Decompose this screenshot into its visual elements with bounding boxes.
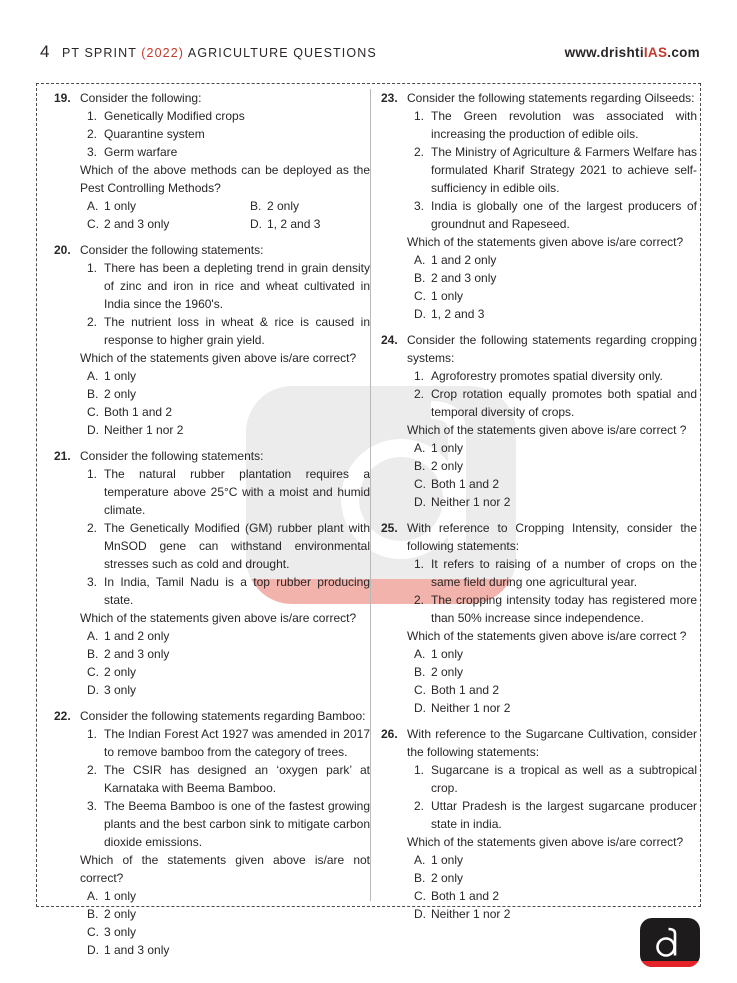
option-item [80, 403, 370, 421]
question-stem: Which of the above methods can be deployed as the Pest Controlling Methods? [80, 163, 370, 195]
option-text: Both 1 and 2 [431, 683, 500, 697]
option-text: 1 and 2 only [104, 629, 170, 643]
option-item [407, 287, 697, 305]
option-item [407, 905, 697, 923]
question-stem: Which of the statements given above is/are correct ? [407, 423, 687, 437]
option-text: 2 only [431, 665, 464, 679]
statement-item [80, 125, 370, 143]
statement-text: In India, Tamil Nadu is a top rubber producing state. [104, 575, 370, 607]
option-text: Neither 1 nor 2 [431, 907, 511, 921]
statement-number: 1. [87, 467, 98, 481]
statement-text: The Beema Bamboo is one of the fastest growing plants and the best carbon sink to mitigate carbon dioxide emissions. [104, 799, 370, 849]
question-number: 22. [54, 709, 71, 723]
option-text: Both 1 and 2 [104, 405, 173, 419]
statement-item [80, 761, 370, 797]
question-24 [381, 331, 697, 511]
option-letter: C. [414, 289, 426, 303]
option-text: 2 and 3 only [431, 271, 497, 285]
statement-text: It refers to raising of a number of crops on the same field during one agricultural year. [431, 557, 697, 589]
statement-item [80, 797, 370, 851]
content-frame [36, 83, 701, 957]
questions-column-left [54, 89, 370, 967]
question-body [407, 725, 697, 923]
option-item [80, 627, 370, 645]
option-item [407, 251, 697, 269]
document-title [62, 46, 377, 60]
option-item [80, 663, 370, 681]
question-20 [54, 241, 370, 439]
option-letter: A. [87, 199, 99, 213]
question-stem: Which of the statements given above is/are correct? [80, 611, 357, 625]
option-item [407, 493, 697, 511]
statement-text: Uttar Pradesh is the largest sugarcane producer state in india. [431, 799, 697, 831]
question-intro: Consider the following statements: [80, 449, 264, 463]
option-text: 2 and 3 only [104, 647, 170, 661]
option-text: 2 only [104, 907, 137, 921]
option-letter: C. [414, 889, 426, 903]
option-letter: A. [414, 647, 426, 661]
statement-number: 1. [414, 557, 425, 571]
option-item [87, 197, 250, 215]
option-letter: D. [250, 217, 262, 231]
option-item [407, 457, 697, 475]
option-letter: D. [87, 423, 99, 437]
option-letter: A. [87, 369, 99, 383]
question-body [80, 707, 370, 959]
statement-item [80, 107, 370, 125]
option-letter: D. [87, 943, 99, 957]
statement-item [407, 761, 697, 797]
question-body [407, 89, 697, 323]
statement-number: 2. [414, 145, 425, 159]
statement-number: 3. [87, 799, 98, 813]
question-number: 21. [54, 449, 71, 463]
option-item [407, 887, 697, 905]
option-text: 1 only [104, 199, 137, 213]
statement-item [80, 465, 370, 519]
question-21 [54, 447, 370, 699]
statement-item [407, 367, 697, 385]
option-text: 1, 2 and 3 [431, 307, 485, 321]
option-letter: B. [414, 271, 426, 285]
question-intro: Consider the following statements: [80, 243, 264, 257]
question-19 [54, 89, 370, 233]
site-accent: IAS [643, 45, 668, 60]
option-text: 1 only [104, 889, 137, 903]
question-body [80, 89, 370, 233]
option-text: 3 only [104, 925, 137, 939]
question-intro: Consider the following statements regarding Bamboo: [80, 709, 366, 723]
option-text: 2 and 3 only [104, 217, 170, 231]
option-text: Both 1 and 2 [431, 889, 500, 903]
statement-text: Genetically Modified crops [104, 109, 245, 123]
statement-number: 2. [87, 521, 98, 535]
option-letter: B. [414, 459, 426, 473]
question-number: 25. [381, 521, 398, 535]
statement-text: Germ warfare [104, 145, 178, 159]
statement-item [80, 519, 370, 573]
question-number: 26. [381, 727, 398, 741]
option-letter: B. [414, 871, 426, 885]
option-item [80, 887, 370, 905]
option-letter: C. [87, 665, 99, 679]
option-item [250, 197, 370, 215]
statement-item [407, 107, 697, 143]
statement-number: 2. [414, 593, 425, 607]
option-letter: B. [87, 387, 99, 401]
statement-text: Crop rotation equally promotes both spatial and temporal diversity of crops. [431, 387, 697, 419]
question-26 [381, 725, 697, 923]
question-intro: With reference to the Sugarcane Cultivation, consider the following statements: [407, 727, 697, 759]
option-text: 2 only [104, 665, 137, 679]
statement-text: Quarantine system [104, 127, 205, 141]
question-body [80, 241, 370, 439]
option-letter: A. [87, 629, 99, 643]
option-text: 2 only [104, 387, 137, 401]
site-prefix: www.drishti [564, 45, 644, 60]
option-letter: C. [414, 683, 426, 697]
statement-text: The Indian Forest Act 1927 was amended in 2017 to remove bamboo from the category of trees. [104, 727, 370, 759]
title-year: (2022) [141, 46, 185, 60]
option-letter: B. [87, 647, 99, 661]
statement-item [407, 591, 697, 627]
question-25 [381, 519, 697, 717]
question-intro: Consider the following statements regarding cropping systems: [407, 333, 697, 365]
question-number: 20. [54, 243, 71, 257]
statement-number: 1. [414, 369, 425, 383]
questions-column-right [381, 89, 697, 931]
statement-item [80, 573, 370, 609]
option-item [80, 923, 370, 941]
statement-text: The natural rubber plantation requires a temperature above 25°C with a moist and humid climate. [104, 467, 370, 517]
question-intro: Consider the following statements regarding Oilseeds: [407, 91, 695, 105]
option-letter: A. [87, 889, 99, 903]
question-stem: Which of the statements given above is/are correct? [80, 351, 357, 365]
option-text: 1, 2 and 3 [267, 217, 321, 231]
option-item [407, 475, 697, 493]
statement-number: 2. [414, 387, 425, 401]
option-item [80, 905, 370, 923]
option-item [407, 305, 697, 323]
statement-item [407, 197, 697, 233]
option-letter: A. [414, 441, 426, 455]
options-grid [80, 197, 370, 233]
question-number: 19. [54, 91, 71, 105]
statement-text: The nutrient loss in wheat & rice is caused in response to higher grain yield. [104, 315, 370, 347]
option-item [80, 421, 370, 439]
statement-item [407, 797, 697, 833]
statement-number: 2. [87, 763, 98, 777]
option-letter: A. [414, 853, 426, 867]
statement-text: Agroforestry promotes spatial diversity only. [431, 369, 663, 383]
statement-text: Sugarcane is a tropical as well as a subtropical crop. [431, 763, 697, 795]
option-item [87, 215, 250, 233]
page-header [40, 42, 700, 62]
question-number: 23. [381, 91, 398, 105]
option-item [80, 367, 370, 385]
statement-number: 3. [87, 575, 98, 589]
title-rest: AGRICULTURE QUESTIONS [184, 46, 377, 60]
question-intro: Consider the following: [80, 91, 202, 105]
option-item [80, 385, 370, 403]
option-text: 3 only [104, 683, 137, 697]
option-item [407, 269, 697, 287]
option-letter: B. [414, 665, 426, 679]
statement-text: The CSIR has designed an ‘oxygen park’ at Karnataka with Beema Bamboo. [104, 763, 370, 795]
option-letter: C. [87, 405, 99, 419]
statement-item [80, 313, 370, 349]
option-text: 1 only [431, 647, 464, 661]
website-url [565, 45, 700, 60]
question-number: 24. [381, 333, 398, 347]
question-body [80, 447, 370, 699]
statement-number: 3. [87, 145, 98, 159]
question-stem: Which of the statements given above is/are correct? [407, 235, 684, 249]
statement-text: India is globally one of the largest producers of groundnut and Rapeseed. [431, 199, 697, 231]
question-intro: With reference to Cropping Intensity, consider the following statements: [407, 521, 697, 553]
option-text: Neither 1 nor 2 [431, 701, 511, 715]
option-text: 2 only [431, 459, 464, 473]
option-letter: D. [87, 683, 99, 697]
statement-item [80, 725, 370, 761]
option-letter: D. [414, 495, 426, 509]
option-letter: D. [414, 307, 426, 321]
option-item [407, 681, 697, 699]
title-main: PT SPRINT [61, 46, 142, 60]
option-letter: C. [87, 217, 99, 231]
option-text: 1 only [104, 369, 137, 383]
statement-text: The Genetically Modified (GM) rubber plant with MnSOD gene can withstand environmental stresses such as cold and drought. [104, 521, 370, 571]
option-text: 2 only [267, 199, 300, 213]
option-text: Neither 1 nor 2 [431, 495, 511, 509]
question-stem: Which of the statements given above is/are not correct? [80, 853, 370, 885]
statement-text: There has been a depleting trend in grain density of zinc and iron in rice and wheat cultivated in India since the 1960's. [104, 261, 370, 311]
question-body [407, 331, 697, 511]
statement-text: The Green revolution was associated with increasing the production of edible oils. [431, 109, 697, 141]
option-item [407, 645, 697, 663]
option-text: Both 1 and 2 [431, 477, 500, 491]
option-letter: D. [414, 701, 426, 715]
option-item [407, 439, 697, 457]
statement-number: 1. [414, 109, 425, 123]
option-item [407, 851, 697, 869]
option-text: 1 only [431, 853, 464, 867]
option-item [80, 941, 370, 959]
statement-item [407, 143, 697, 197]
statement-number: 2. [87, 315, 98, 329]
statement-item [407, 555, 697, 591]
option-item [407, 663, 697, 681]
page-number: 4 [40, 42, 50, 61]
option-letter: B. [250, 199, 262, 213]
option-letter: B. [87, 907, 99, 921]
site-suffix: .com [667, 45, 700, 60]
statement-number: 1. [87, 261, 98, 275]
option-letter: C. [87, 925, 99, 939]
option-text: 1 and 3 only [104, 943, 170, 957]
option-text: 2 only [431, 871, 464, 885]
statement-number: 3. [414, 199, 425, 213]
statement-text: The Ministry of Agriculture & Farmers Welfare has formulated Kharif Strategy 2021 to achieve self-sufficiency in edible oils. [431, 145, 697, 195]
option-item [407, 869, 697, 887]
option-text: 1 and 2 only [431, 253, 497, 267]
statement-item [407, 385, 697, 421]
question-22 [54, 707, 370, 959]
statement-number: 2. [87, 127, 98, 141]
question-stem: Which of the statements given above is/are correct ? [407, 629, 687, 643]
statement-number: 1. [87, 109, 98, 123]
statement-number: 2. [414, 799, 425, 813]
question-23 [381, 89, 697, 323]
statement-text: The cropping intensity today has registered more than 50% increase since independence. [431, 593, 697, 625]
option-item [250, 215, 370, 233]
question-body [407, 519, 697, 717]
option-letter: A. [414, 253, 426, 267]
statement-item [80, 143, 370, 161]
option-letter: C. [414, 477, 426, 491]
option-text: Neither 1 nor 2 [104, 423, 184, 437]
statement-number: 1. [87, 727, 98, 741]
question-stem: Which of the statements given above is/are correct? [407, 835, 684, 849]
option-item [80, 681, 370, 699]
option-item [80, 645, 370, 663]
option-item [407, 699, 697, 717]
option-text: 1 only [431, 441, 464, 455]
option-text: 1 only [431, 289, 464, 303]
option-letter: D. [414, 907, 426, 921]
column-divider [370, 89, 371, 901]
statement-item [80, 259, 370, 313]
statement-number: 1. [414, 763, 425, 777]
